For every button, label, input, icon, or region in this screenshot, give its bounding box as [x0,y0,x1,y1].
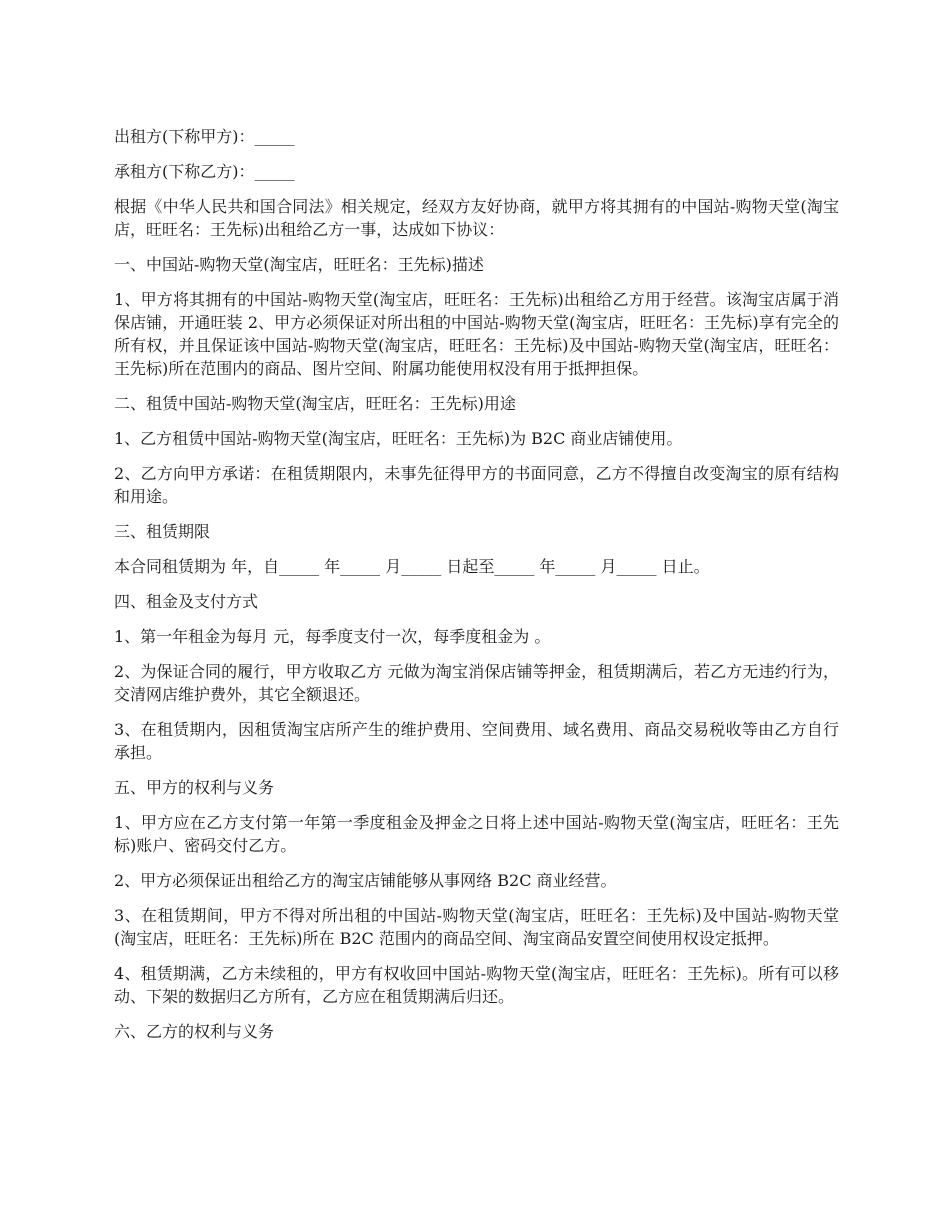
lessor-line: 出租方(下称甲方)：_____ [114,127,295,146]
document-body [114,125,839,1055]
clause-5-1: 1、甲方应在乙方支付第一年第一季度租金及押金之日将上述中国站-购物天堂(淘宝店，旺旺名：王先标)账户、密码交付乙方。 [114,813,839,855]
section-heading-5: 五、甲方的权利与义务 [114,778,275,797]
clause-5-3: 3、在租赁期间，甲方不得对所出租的中国站-购物天堂(淘宝店，旺旺名：王先标)及中国站-购物天堂(淘宝店，旺旺名：王先标)所在 B2C 范围内的商品空间、淘宝商品安置空间使用权设定抵押。 [114,906,839,948]
section-heading-1: 一、中国站-购物天堂(淘宝店，旺旺名：王先标)描述 [114,255,484,274]
clause-1-1: 1、甲方将其拥有的中国站-购物天堂(淘宝店，旺旺名：王先标)出租给乙方用于经营。该淘宝店属于消保店铺，开通旺装 2、甲方必须保证对所出租的中国站-购物天堂(淘宝店，旺旺名：王先标)享有完全的所有权，并且保证该中国站-购物天堂(淘宝店，旺旺名：王先标)及中国站-购物天堂(淘宝店，旺旺名：王先标)所在范围内的商品、图片空间、附属功能使用权没有用于抵押担保。 [114,290,839,378]
preamble-paragraph: 根据《中华人民共和国合同法》相关规定，经双方友好协商，就甲方将其拥有的中国站-购物天堂(淘宝店，旺旺名：王先标)出租给乙方一事，达成如下协议： [114,197,839,239]
clause-5-4: 4、租赁期满，乙方未续租的，甲方有权收回中国站-购物天堂(淘宝店，旺旺名：王先标)。所有可以移动、下架的数据归乙方所有，乙方应在租赁期满后归还。 [114,964,839,1006]
section-heading-3: 三、租赁期限 [114,522,211,541]
clause-4-3: 3、在租赁期内，因租赁淘宝店所产生的维护费用、空间费用、域名费用、商品交易税收等由乙方自行承担。 [114,720,839,762]
section-heading-2: 二、租赁中国站-购物天堂(淘宝店，旺旺名：王先标)用途 [114,394,516,413]
clause-5-2: 2、甲方必须保证出租给乙方的淘宝店铺能够从事网络 B2C 商业经营。 [114,871,617,890]
clause-4-2: 2、为保证合同的履行，甲方收取乙方 元做为淘宝消保店铺等押金，租赁期满后，若乙方无违约行为，交清网店维护费外，其它全额退还。 [114,662,839,704]
lease-term-line: 本合同租赁期为 年，自_____ 年_____ 月_____ 日起至_____ 年_____ 月_____ 日止。 [114,557,710,576]
clause-2-1: 1、乙方租赁中国站-购物天堂(淘宝店，旺旺名：王先标)为 B2C 商业店铺使用。 [114,429,683,448]
clause-2-2: 2、乙方向甲方承诺：在租赁期限内，未事先征得甲方的书面同意，乙方不得擅自改变淘宝的原有结构和用途。 [114,464,839,506]
lessee-line: 承租方(下称乙方)：_____ [114,162,295,181]
clause-4-1: 1、第一年租金为每月 元，每季度支付一次，每季度租金为 。 [114,627,551,646]
section-heading-4: 四、租金及支付方式 [114,592,259,611]
section-heading-6: 六、乙方的权利与义务 [114,1022,275,1041]
